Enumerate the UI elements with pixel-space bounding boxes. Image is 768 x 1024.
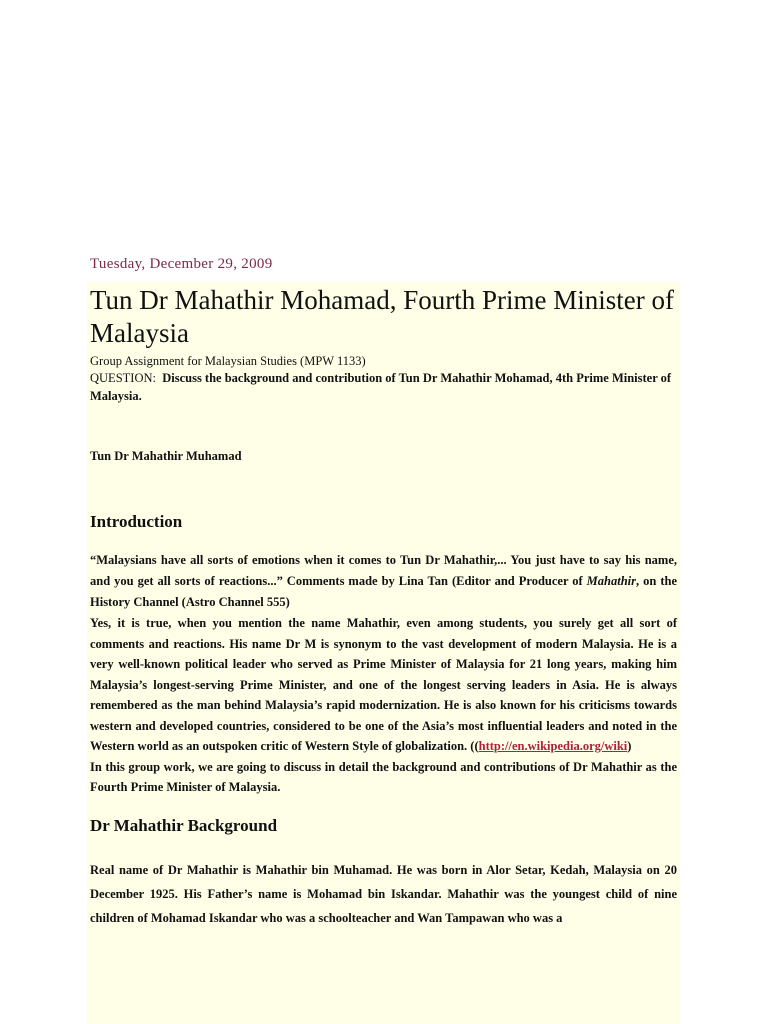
- quote-tail: , on the History Channel (Astro Channel 555): [90, 574, 677, 609]
- intro-paragraph-1: [87, 613, 680, 757]
- background-paragraph: Real name of Dr Mahathir is Mahathir bin Muhamad. He was born in Alor Setar, Kedah, Malaysia on 20 December 1925. His Father’s name is Mohamad bin Iskandar. Mahathir was the youngest child of nine children of Mohamad Iskandar who was a schoolteacher and Wan Tampawan who was a: [90, 862, 677, 925]
- post-subtitle: Group Assignment for Malaysian Studies (MPW 1133): [90, 354, 366, 368]
- post-title[interactable]: Tun Dr Mahathir Mohamad, Fourth Prime Minister of Malaysia: [90, 285, 674, 348]
- question-line: [87, 369, 680, 405]
- background-heading: Dr Mahathir Background: [90, 815, 278, 835]
- post-body: [87, 282, 680, 1024]
- intro-paragraph-1-tail: ): [627, 739, 632, 753]
- author-line: Tun Dr Mahathir Muhamad: [90, 449, 242, 463]
- question-text: Discuss the background and contribution of Tun Dr Mahathir Mohamad, 4th Prime Minister of Malaysia.: [90, 371, 672, 403]
- intro-heading: Introduction: [90, 512, 183, 531]
- wikipedia-link[interactable]: http://en.wikipedia.org/wiki: [478, 739, 628, 753]
- intro-paragraph-1-text: Yes, it is true, when you mention the name Mahathir, even among students, you surely get all sort of comments and reactions. His name Dr M is synonym to the vast development of modern Malaysia. He is a very well-known political leader who served as Prime Minister of Malaysia for 21 long years, making him Malaysia’s longest-serving Prime Minister, and one of the longest serving leaders in Asia. He is always remembered as the man behind Malaysia’s rapid modernization. He is also known for his criticisms towards western and developed countries, considered to be one of the Asia’s most influential leaders and noted in the Western world as an outspoken critic of Western Style of globalization. ((: [90, 616, 677, 753]
- post-date: Tuesday, December 29, 2009: [90, 256, 273, 272]
- intro-paragraph-2: In this group work, we are going to discuss in detail the background and contributions of Dr Mahathir as the Fourth Prime Minister of Malaysia.: [90, 759, 677, 794]
- quote-italic: Mahathir: [586, 574, 637, 588]
- intro-quote: [87, 550, 680, 613]
- question-label: QUESTION:: [90, 371, 156, 385]
- quote-text: “Malaysians have all sorts of emotions when it comes to Tun Dr Mahathir,... You just have to say his name, and you get all sorts of reactions...” Comments made by Lina Tan (Editor and Producer of: [90, 553, 677, 588]
